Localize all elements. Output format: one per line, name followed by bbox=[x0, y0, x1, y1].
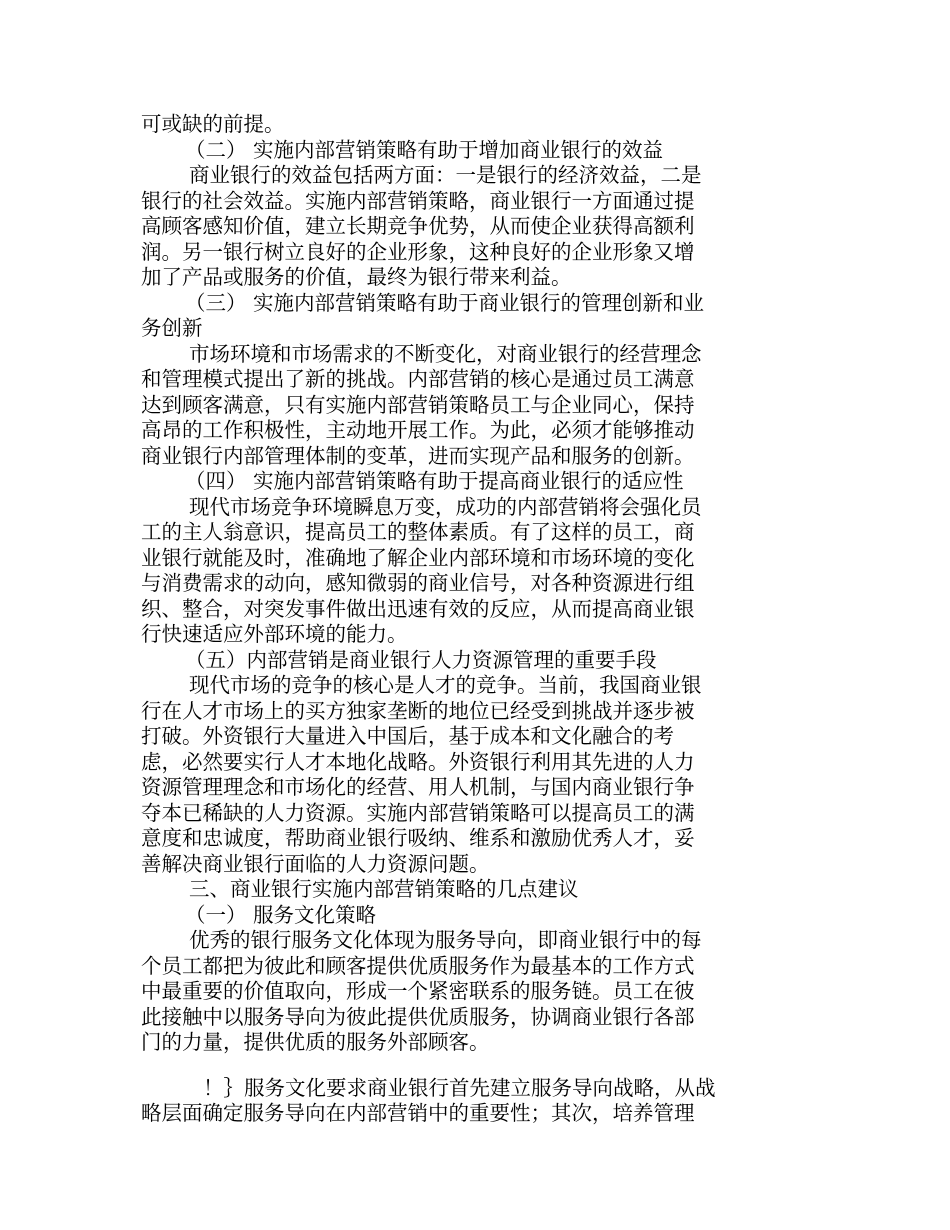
text-line: 商业银行的效益包括两方面：一是银行的经济效益，二是 bbox=[189, 163, 702, 187]
text-line: 资源管理理念和市场化的经营、用人机制，与国内商业银行争 bbox=[141, 775, 695, 799]
text-line: 达到顾客满意，只有实施内部营销策略员工与企业同心，保持 bbox=[141, 392, 695, 417]
section-heading: 三、商业银行实施内部营销策略的几点建议 bbox=[189, 877, 579, 901]
text-line: 织、整合，对突发事件做出迅速有效的反应，从而提高商业银 bbox=[141, 596, 695, 621]
section-heading: （五）内部营销是商业银行人力资源管理的重要手段 bbox=[185, 647, 657, 672]
document-page bbox=[141, 112, 741, 1127]
text-line: 银行的社会效益。实施内部营销策略，商业银行一方面通过提 bbox=[141, 188, 695, 213]
section-heading: （二） 实施内部营销策略有助于增加商业银行的效益 bbox=[185, 137, 664, 162]
text-line: 夺本已稀缺的人力资源。实施内部营销策略可以提高员工的满 bbox=[141, 800, 695, 825]
text-line: 善解决商业银行面临的人力资源问题。 bbox=[141, 851, 490, 876]
text-line: 现代市场的竞争的核心是人才的竞争。当前，我国商业银 bbox=[189, 673, 702, 697]
text-line: 高顾客感知价值，建立长期竞争优势，从而使企业获得高额利 bbox=[141, 214, 695, 238]
text-line: 行快速适应外部环境的能力。 bbox=[141, 622, 408, 646]
text-line: 行在人才市场上的买方独家垄断的地位已经受到挑战并逐步被 bbox=[141, 698, 695, 723]
text-line: 此接触中以服务导向为彼此提供优质服务，协调商业银行各部 bbox=[141, 1004, 695, 1029]
text-line: 现代市场竞争环境瞬息万变，成功的内部营销将会强化员 bbox=[189, 494, 702, 519]
text-line: 个员工都把为彼此和顾客提供优质服务作为最基本的工作方式 bbox=[141, 953, 695, 978]
text-line: 门的力量，提供优质的服务外部顾客。 bbox=[141, 1030, 490, 1054]
text-line: 与消费需求的动向，感知微弱的商业信号，对各种资源进行组 bbox=[141, 571, 695, 595]
text-line: 工的主人翁意识，提高员工的整体素质。有了这样的员工，商 bbox=[141, 520, 695, 544]
text-line: 意度和忠诚度，帮助商业银行吸纳、维系和激励优秀人才，妥 bbox=[141, 826, 695, 850]
section-heading: （四） 实施内部营销策略有助于提高商业银行的适应性 bbox=[185, 469, 684, 493]
text-line: 业银行就能及时，准确地了解企业内部环境和市场环境的变化 bbox=[141, 545, 695, 570]
text-line: 略层面确定服务导向在内部营销中的重要性；其次，培养管理 bbox=[141, 1101, 695, 1125]
text-line: 虑，必然要实行人才本地化战略。外资银行利用其先进的人力 bbox=[141, 749, 695, 774]
text-line: 打破。外资银行大量进入中国后，基于成本和文化融合的考 bbox=[141, 724, 674, 748]
section-heading: （一） 服务文化策略 bbox=[185, 902, 377, 927]
text-line: 中最重要的价值取向，形成一个紧密联系的服务链。员工在彼 bbox=[141, 979, 695, 1003]
section-heading: （三） 实施内部营销策略有助于商业银行的管理创新和业 bbox=[185, 290, 705, 315]
text-line: 润。另一银行树立良好的企业形象，这种良好的企业形象又增 bbox=[141, 239, 695, 264]
text-line: 加了产品或服务的价值，最终为银行带来利益。 bbox=[141, 265, 572, 289]
text-line: 高昂的工作积极性，主动地开展工作。为此，必须才能够推动 bbox=[141, 418, 695, 442]
section-heading-continued: 务创新 bbox=[141, 316, 203, 340]
text-line: 商业银行内部管理体制的变革，进而实现产品和服务的创新。 bbox=[141, 443, 695, 468]
text-line: 优秀的银行服务文化体现为服务导向，即商业银行中的每 bbox=[189, 928, 702, 952]
text-line: 市场环境和市场需求的不断变化，对商业银行的经营理念 bbox=[189, 341, 702, 366]
text-line: ！｝服务文化要求商业银行首先建立服务导向战略，从战 bbox=[203, 1075, 716, 1100]
text-line: 和管理模式提出了新的挑战。内部营销的核心是通过员工满意 bbox=[141, 367, 695, 391]
paragraph-gap bbox=[141, 1056, 741, 1076]
text-line: 可或缺的前提。 bbox=[141, 112, 285, 136]
